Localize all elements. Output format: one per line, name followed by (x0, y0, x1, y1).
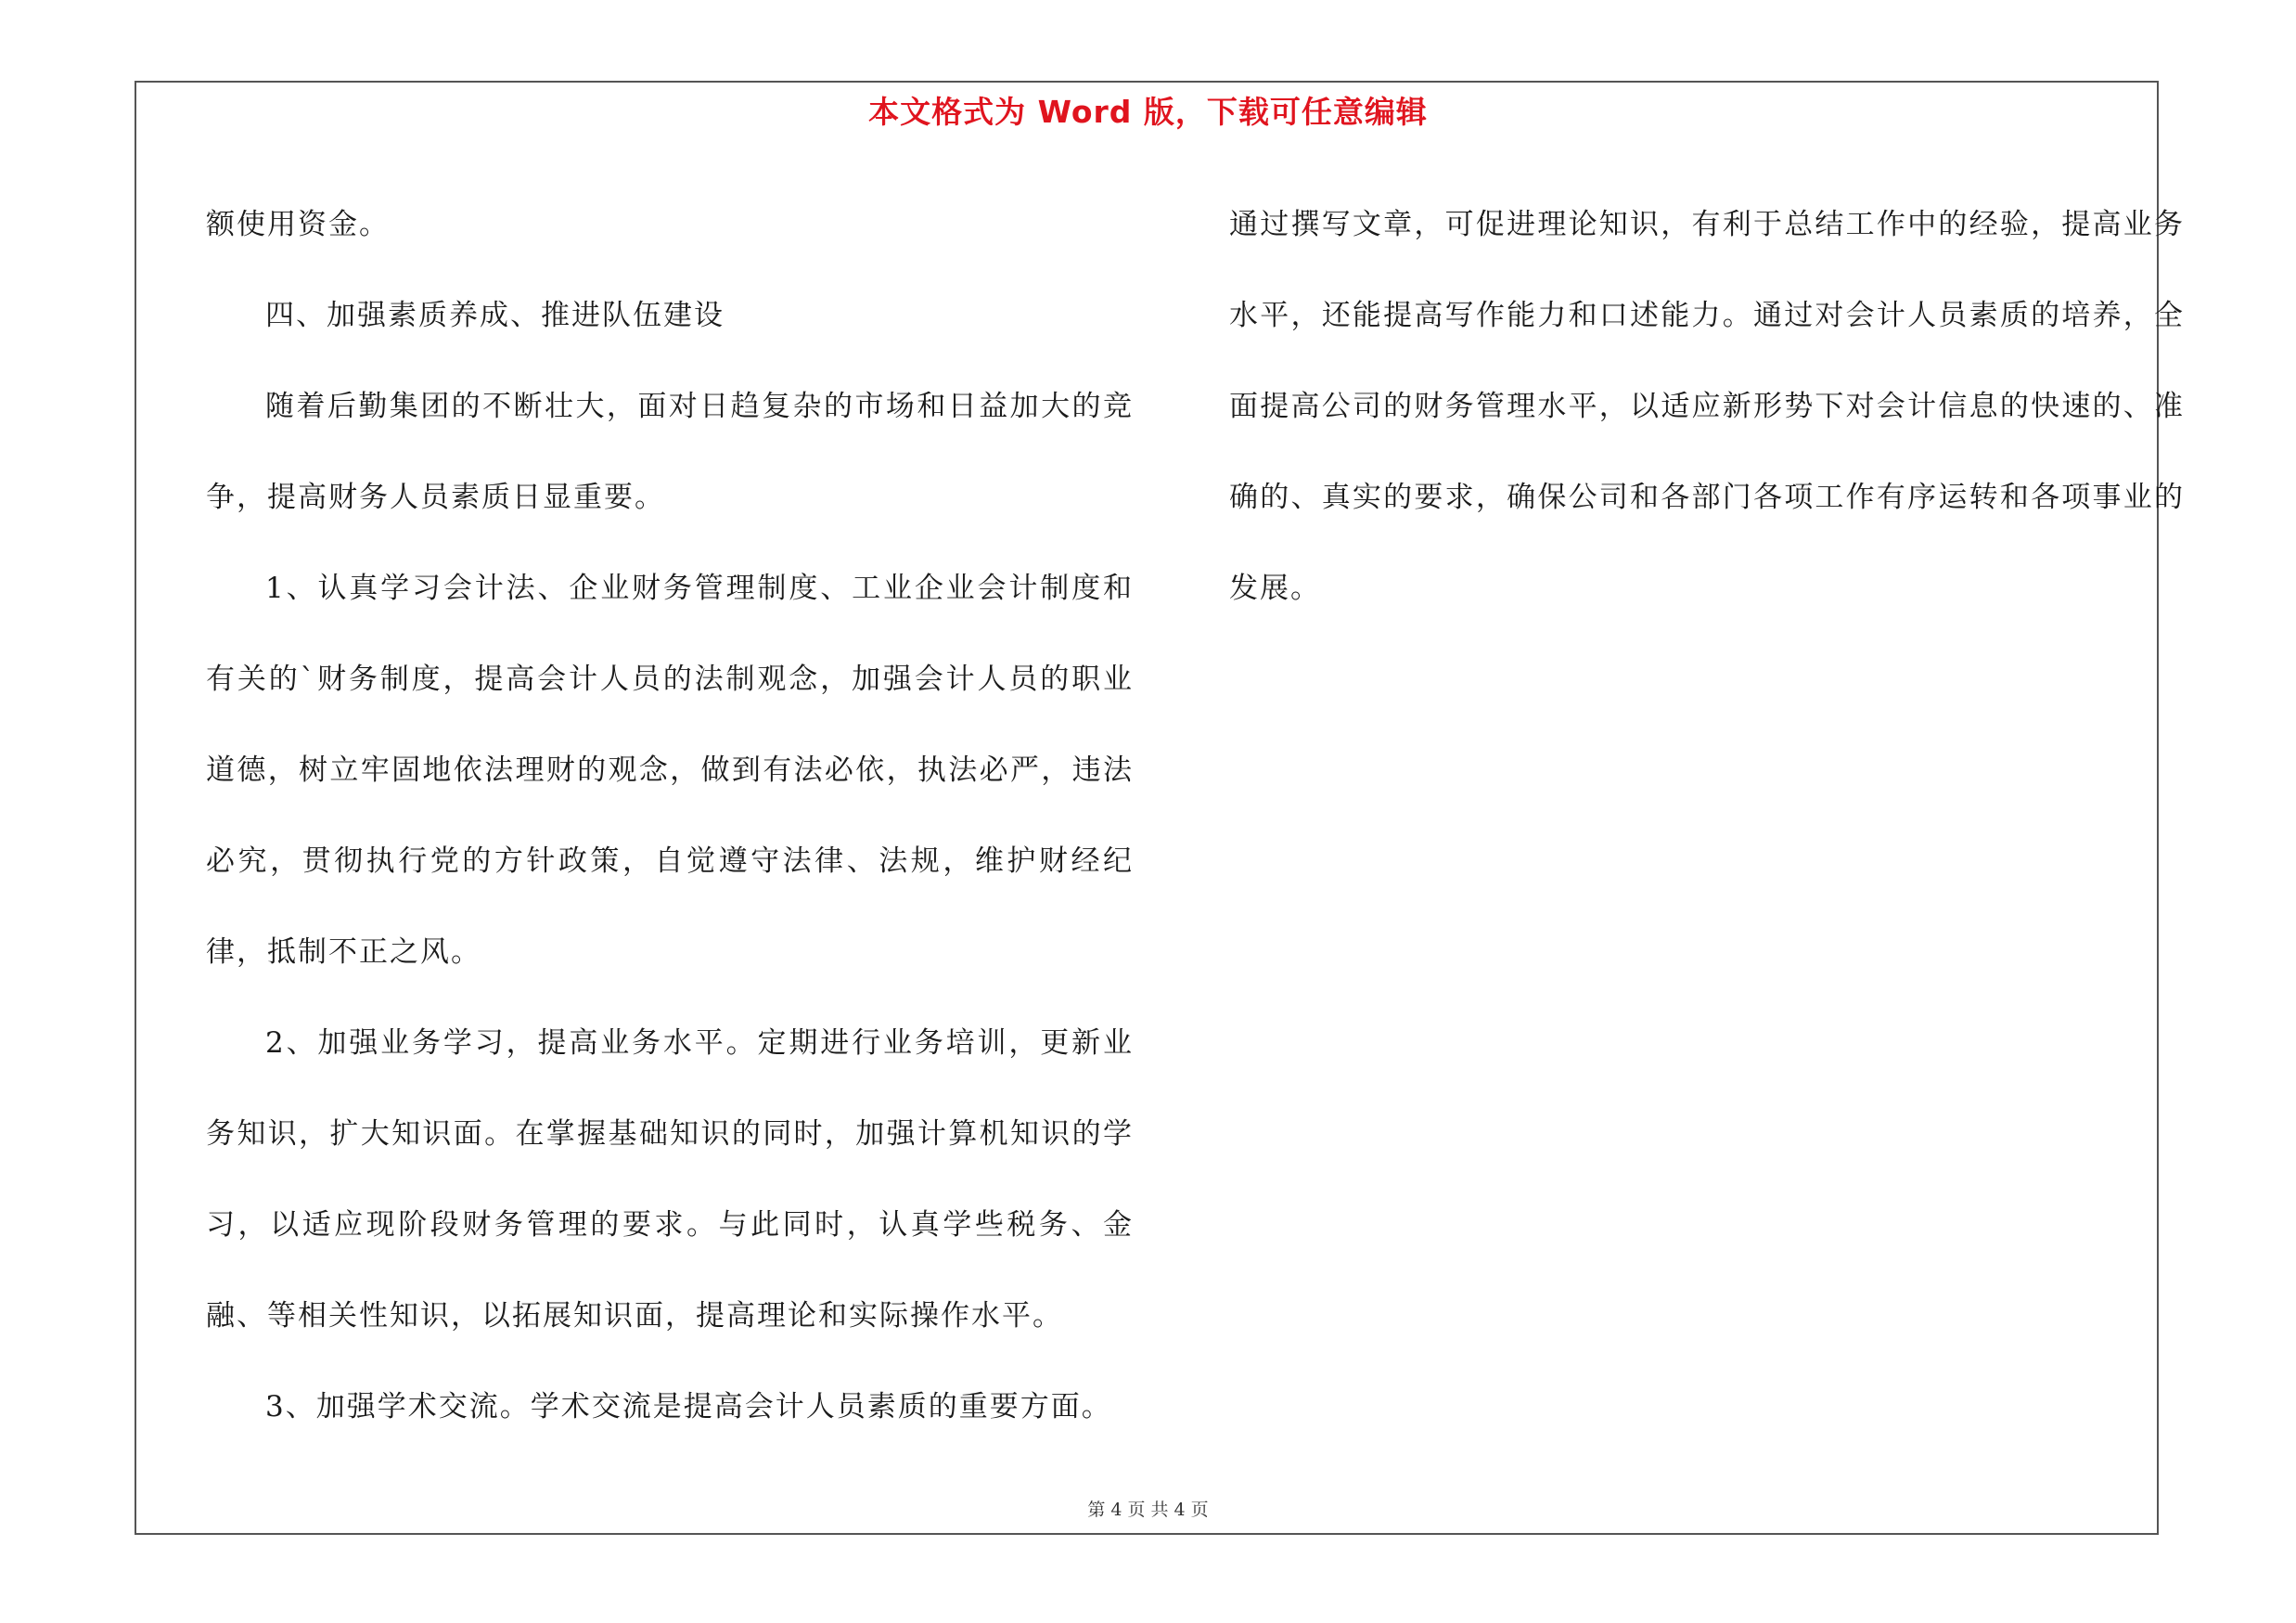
paragraph: 1、认真学习会计法、企业财务管理制度、工业企业会计制度和有关的`财务制度，提高会计人员的法制观念，加强会计人员的职业道德，树立牢固地依法理财的观念，做到有法必依，执法必严，违法必究，贯彻执行党的方针政策，自觉遵守法律、法规，维护财经纪律，抵制不正之风。 (206, 572, 1134, 969)
editable-notice-banner: 本文格式为 Word 版，下载可任意编辑 (868, 94, 1428, 130)
left-text-column (206, 179, 1134, 1452)
page-number-footer: 第 4 页 共 4 页 (1087, 1500, 1209, 1520)
paragraph: 通过撰写文章，可促进理论知识，有利于总结工作中的经验，提高业务水平，还能提高写作能力和口述能力。通过对会计人员素质的培养，全面提高公司的财务管理水平，以适应新形势下对会计信息的快速的、准确的、真实的要求，确保公司和各部门各项工作有序运转和各项事业的发展。 (1229, 208, 2185, 605)
paragraph: 随着后勤集团的不断壮大，面对日趋复杂的市场和日益加大的竞争，提高财务人员素质日显重要。 (206, 390, 1134, 514)
paragraph: 2、加强业务学习，提高业务水平。定期进行业务培训，更新业务知识，扩大知识面。在掌握基础知识的同时，加强计算机知识的学习，以适应现阶段财务管理的要求。与此同时，认真学些税务、金融、等相关性知识，以拓展知识面，提高理论和实际操作水平。 (206, 1026, 1134, 1333)
paragraph: 3、加强学术交流。学术交流是提高会计人员素质的重要方面。 (265, 1390, 1112, 1423)
right-text-column (1229, 179, 2185, 634)
paragraph: 额使用资金。 (206, 208, 390, 241)
section-heading: 四、加强素质养成、推进队伍建设 (265, 299, 725, 332)
